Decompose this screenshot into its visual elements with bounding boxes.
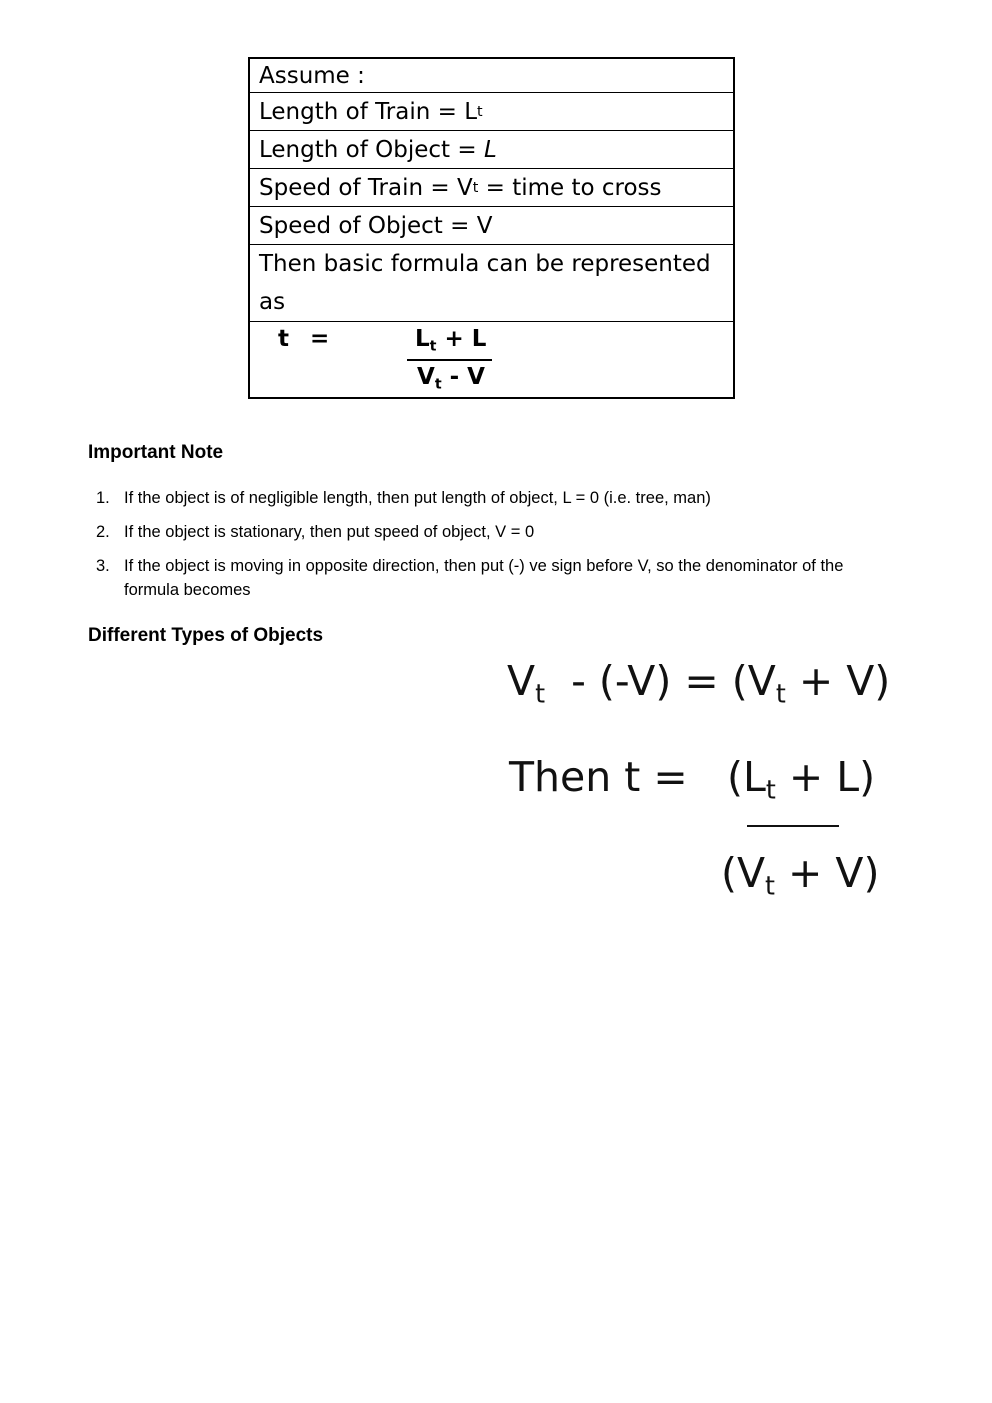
then-t-label: Then t = (509, 753, 688, 801)
big-formula-numerator: $(L_t + L)$ (727, 753, 876, 805)
denominator-expansion: $V_t - (-V) = (V_t + V)$ (507, 657, 891, 709)
assume-header: Assume : (259, 62, 365, 89)
list-item: 3. If the object is moving in opposite direction, then put (-) ve sign before V, so the denominator of the formula becomes (96, 557, 844, 599)
formula-lhs: t (278, 326, 289, 352)
length-of-train-text: Length of Train = L (259, 98, 478, 125)
list-item: 1. If the object is of negligible length, then put length of object, L = 0 (i.e. tree, man) (96, 489, 711, 507)
assume-header-row (250, 59, 733, 93)
length-of-object-text: Length of Object = (259, 136, 484, 163)
assume-table (248, 57, 735, 399)
speed-of-train-pre: Speed of Train = V (259, 174, 473, 201)
formula-denominator: $V_t$ - V (417, 364, 485, 393)
basic-formula-row (250, 322, 733, 397)
then-formula-text: Then basic formula can be represented as (259, 251, 711, 315)
formula-equals: = (310, 326, 330, 352)
speed-of-object-row (250, 207, 733, 245)
length-of-object-row (250, 131, 733, 169)
formula-fraction-bar (407, 359, 492, 361)
important-note-heading: Important Note (88, 442, 224, 463)
list-item: 2. If the object is stationary, then put speed of object, V = 0 (96, 523, 535, 541)
length-of-object-var: L (483, 136, 497, 163)
different-types-heading: Different Types of Objects (88, 625, 324, 646)
big-formula-fraction-bar (747, 825, 839, 827)
big-formula-denominator: $(V_t + V)$ (721, 849, 880, 901)
important-note-list (96, 486, 896, 612)
length-of-train-row: Length of Train = L t (250, 93, 733, 131)
speed-of-train-post: = time to cross (478, 174, 662, 201)
speed-of-object-text: Speed of Object = V (259, 212, 493, 239)
then-formula-row (250, 245, 733, 322)
opposite-direction-formula (505, 655, 891, 915)
formula-numerator: $L_t + L$ (415, 326, 487, 355)
speed-of-train-row: Speed of Train = V t = time to cross (250, 169, 733, 207)
